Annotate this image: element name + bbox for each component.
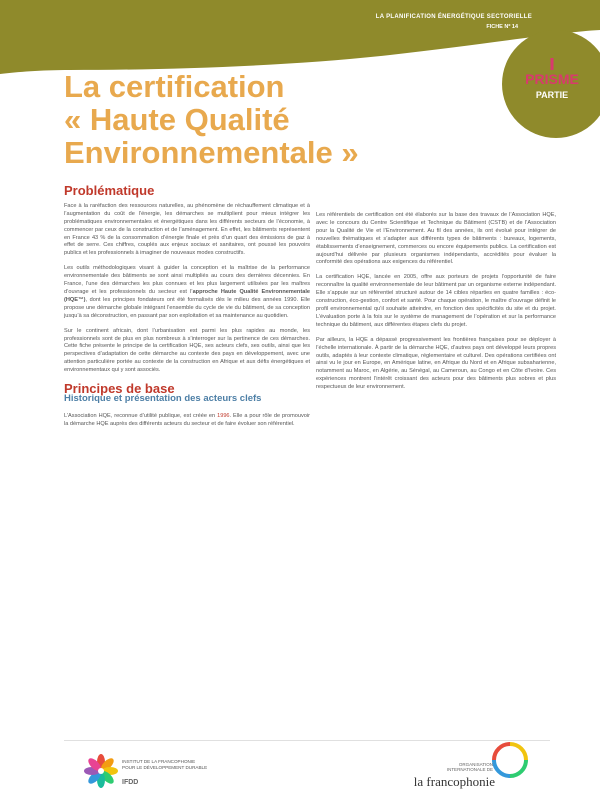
title-line-3: Environnementale »	[64, 135, 359, 170]
page-title	[64, 70, 424, 169]
highlight-year: 1996	[217, 412, 230, 419]
subheading-historique: Historique et présentation des acteurs clefs	[64, 392, 262, 404]
paragraph: Sur le continent africain, dont l’urbanisation est parmi les plus rapides au monde, les professionnels sont de plus en plus nombreux à s’interroger sur la pertinence de ces démarches. Cette fiche présente le principe de la certification HQE, ses acteurs clefs, ses outils, ainsi que les perspectives d’adaptation de cette démarche au contexte des pays en développement, avec une attention particulière portée au contexte de la construction en Afrique et aux défis énergétiques et environnementaux qui y sont associés.	[64, 327, 310, 374]
paragraph	[64, 413, 310, 429]
paragraph-text: L’Association HQE, reconnue d’utilité publique, est créée en	[64, 412, 218, 419]
paragraph: Les référentiels de certification ont été élaborés sur la base des travaux de l’Association HQE, avec le concours du Centre Scientifique et Technique du Bâtiment (CSTB) et de l’Association pour la Qualité de Vie et l’Environnement. Au fil des années, ils ont évolué pour intégrer de nouvelles thématiques et s’adapter aux différents types de bâtiments : bureaux, logements, établissements d’enseignement, commerces ou encore équipements publics. La certification est aujourd’hui délivrée par plusieurs organismes indépendants, accrédités pour évaluer la conformité des opérations aux exigences du référentiel.	[316, 212, 556, 266]
ifdd-name	[122, 759, 207, 770]
svg-text:PRISME: PRISME	[525, 71, 579, 87]
paragraph-text: . Elle a pour rôle de promouvoir la démarche HQE auprès des différents acteurs du secteur et de faire évoluer son référentiel.	[64, 412, 310, 427]
paragraph-text: , dont les principes fondateurs ont été formalisés dès le milieu des années 1990. Elle propose une démarche globale intégrant l’ensemble du cycle de vie du bâtiment, de sa conception jusqu’à sa déconstruction, en passant par son exploitation et sa maintenance au quotidien.	[64, 296, 310, 319]
ifdd-name-line: POUR LE DÉVELOPPEMENT DURABLE	[122, 764, 208, 770]
highlight-hqe: approche Haute Qualité Environnementale (HQE™)	[64, 288, 310, 303]
series-title: LA PLANIFICATION ÉNERGÉTIQUE SECTORIELLE	[375, 14, 532, 20]
oif-name-small	[385, 762, 493, 773]
paragraph: Face à la raréfaction des ressources naturelles, au phénomène de réchauffement climatique et à l’augmentation du coût de l’énergie, les démarches se multiplient pour mieux intégrer les problématiques environnementales et énergétiques dans les différents secteurs de l’économie, à commencer par ceux de la construction et de l’aménagement. En effet, les bâtiments représentent en France 43 % de la consommation d’énergie finale et près d’un quart des émissions de gaz à effet de serre. Ces chiffres, couplés aux enjeux sociaux et sanitaires, ont poussé les pouvoirs publics et les professionnels à imaginer de nouveaux modes constructifs.	[64, 202, 310, 257]
francophonie-ring-icon	[490, 740, 530, 780]
paragraph: Par ailleurs, la HQE a dépassé progressivement les frontières françaises pour se déployer à l’échelle internationale. À partir de la démarche HQE, d’autres pays ont développé leurs propres outils, adaptés à leur contexte climatique, réglementaire et culturel. Des opérations certifiées ont ainsi vu le jour en Europe, en Amérique latine, en Afrique du Nord et en Afrique subsaharienne, notamment au Maroc, en Algérie, au Sénégal, au Cameroun, au Congo et en Côte d’Ivoire. Ces expériences montrent l’intérêt croissant des acteurs pour des bâtiments plus sobres et plus respectueux de leur environnement.	[316, 336, 556, 391]
ifdd-name-line: INSTITUT DE LA FRANCOPHONIE	[122, 759, 196, 764]
ifdd-logo	[84, 750, 284, 790]
prisme-logo	[522, 56, 582, 112]
heading-principes: Principes de base	[64, 381, 175, 397]
prisme-logo-icon	[522, 56, 582, 112]
svg-text:PARTIE: PARTIE	[535, 90, 569, 100]
heading-problematique: Problématique	[64, 183, 155, 198]
left-column	[64, 183, 310, 436]
title-line-1: La certification	[64, 69, 285, 104]
paragraph	[64, 265, 310, 320]
oif-name-big: la francophonie	[413, 774, 495, 789]
title-line-2: « Haute Qualité	[64, 102, 290, 137]
oif-name-line: INTERNATIONALE DE	[446, 767, 493, 773]
oif-logo	[385, 740, 545, 798]
oif-name-line: ORGANISATION	[458, 762, 493, 767]
paragraph: La certification HQE, lancée en 2005, offre aux porteurs de projets l’opportunité de faire reconnaître la qualité environnementale de leur bâtiment par un organisme externe indépendant. Elle s’appuie sur un référentiel structuré autour de 14 cibles réparties en quatre familles : éco-construction, éco-gestion, confort et santé. Pour chaque opération, le maître d’ouvrage définit le profil environnemental qu’il souhaite atteindre, en fonction des spécificités du site et du projet. L’évaluation porte à la fois sur le système de management de l’opération et sur la performance technique du bâtiment, aux différentes étapes clefs du projet.	[316, 274, 556, 328]
ifdd-acronym: IFDD	[122, 779, 139, 786]
paragraph-text: Les outils méthodologiques visant à guider la conception et la maîtrise de la performance environnementale des bâtiments se sont ainsi multipliés au cours des dernières décennies. En France, l’une des démarches les plus connues et les plus largement utilisées par les maîtres d’ouvrage et les professionnels du secteur est l’	[64, 265, 310, 295]
series-number: FICHE Nº 14	[486, 24, 518, 30]
ifdd-flower-icon	[84, 754, 118, 788]
right-column	[316, 212, 556, 399]
